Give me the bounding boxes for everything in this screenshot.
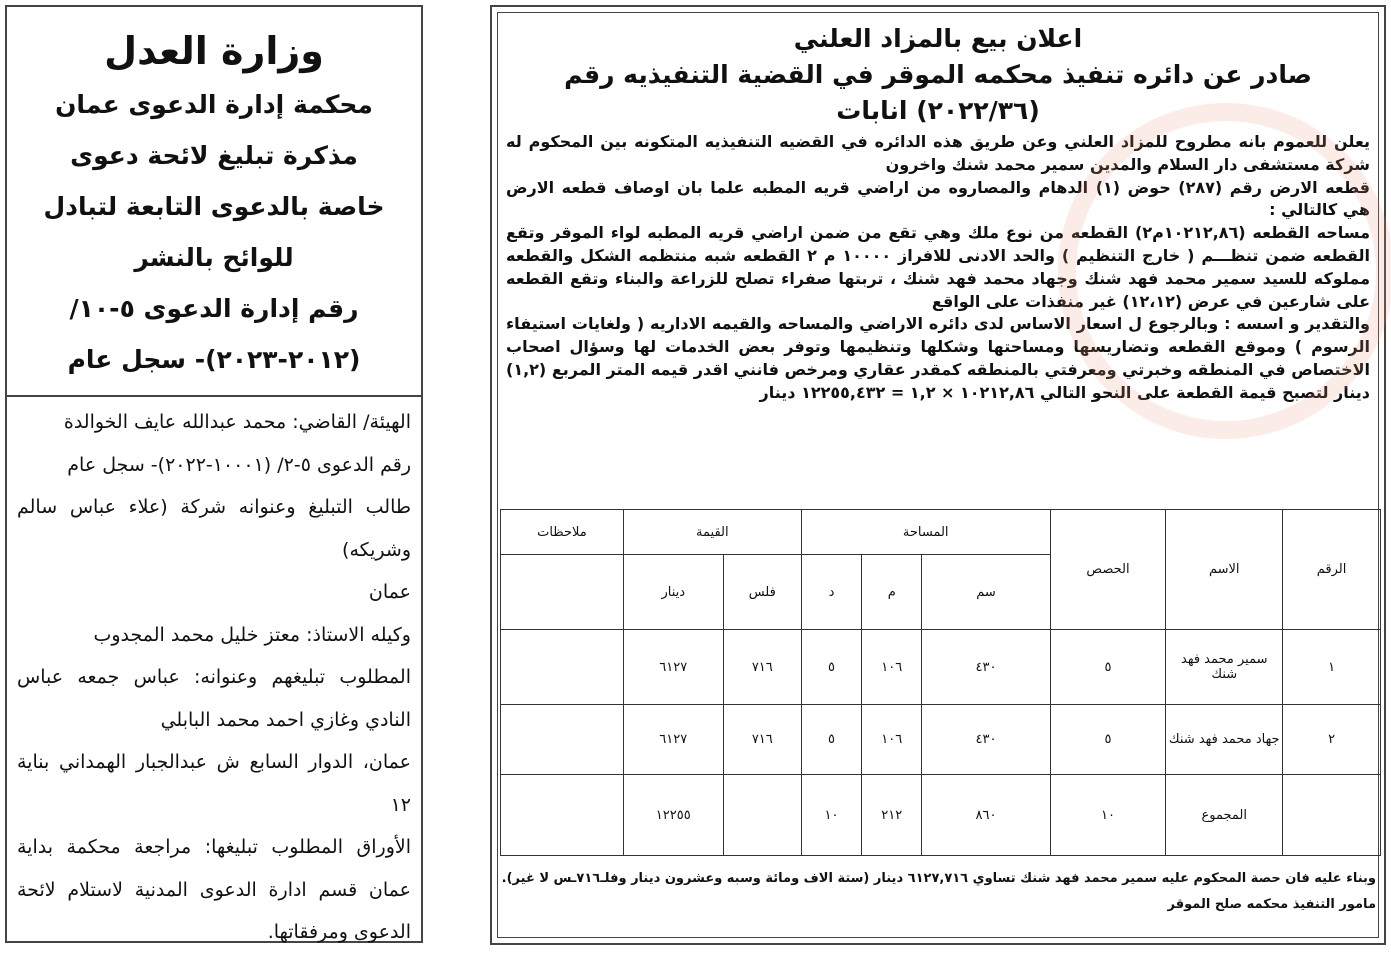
cell-sm: ٤٣٠ [922,630,1050,705]
body-line: رقم الدعوى ٥-٢/ (١٠٠٠١-٢٠٢٢)- سجل عام [67,453,411,476]
cell-num: ٢ [1283,705,1381,775]
shares-table [500,509,1381,856]
col-area: المساحة [801,510,1050,555]
cell-m: ١٠٦ [862,705,922,775]
heading-line: رقم إدارة الدعوى ٥-١٠/ [69,294,359,323]
body-line: المطلوب تبليغهم وعنوانه: عباس جمعه عباس النادي وغازي احمد محمد البابلي [17,666,411,731]
divider [7,395,421,397]
heading-line: خاصة بالدعوى التابعة لتبادل [43,192,385,221]
cell-name: سمير محمد فهد شنك [1166,630,1283,705]
body-line: طالب التبليغ وعنوانه شركة (علاء عباس سالم وشريكه) [17,496,411,561]
cell-shares: ٥ [1050,705,1166,775]
col-d: د [801,555,861,630]
cell-notes [501,630,624,705]
cell-sm: ٤٣٠ [922,705,1050,775]
table-row-total [501,775,1381,856]
cell-fils: ٧١٦ [723,705,801,775]
notice-court-memo [5,5,423,943]
heading-line: للوائح بالنشر [134,243,294,272]
notice-body [498,131,1378,405]
cell-shares: ٥ [1050,630,1166,705]
cell-notes [501,775,624,856]
table-row [501,630,1381,705]
cell-name: جهاد محمد فهد شنك [1166,705,1283,775]
heading-line: مذكرة تبليغ لائحة دعوى [70,141,358,170]
footer-line: وبناء عليه فان حصة المحكوم عليه سمير محمد فهد شنك تساوي ٦١٢٧,٧١٦ دينار (ستة الاف ومائة وسبه وعشرون دينار وفلـ٧١٦ـس لا غير). [501,871,1376,886]
col-value: القيمة [623,510,801,555]
cell-num: ١ [1283,630,1381,705]
heading-line: محكمة إدارة الدعوى عمان [55,90,373,119]
col-fils: فلس [723,555,801,630]
cell-notes [501,705,624,775]
cell-shares: ١٠ [1050,775,1166,856]
body-line: وكيله الاستاذ: معتز خليل محمد المجدوب [93,623,411,646]
col-sm: سم [922,555,1050,630]
body-line: عمان [368,581,411,603]
cell-dinar: ٦١٢٧ [623,630,723,705]
title-line: اعلان بيع بالمزاد العلني [793,24,1083,53]
cell-dinar: ٦١٢٧ [623,705,723,775]
notice-title [498,21,1378,129]
notes-cell [501,555,624,630]
table-row [501,705,1381,775]
paragraph: مساحه القطعه (١٠٢١٢,٨٦م٢) القطعه من نوع ملك وهي تقع من ضمن اراضي قريه المطبه لواء الموقر وتقع القطعه ضمن تنظـــم ( خارج التنظيم ) والحد الادنى للافراز ١٠٠٠٠ م ٢ القطعه شبه منتظمه الشكل والقطعه مملوكه للسيد سمير محمد فهد شنك وجهاد محمد فهد شنك ، تربتها صفراء تصلح للزراعة والبناء وتقع القطعه على شارعين في عرض (١٢،١٢) غير منفذات على الواقع [506,223,1371,311]
cell-d: ٥ [801,630,861,705]
col-notes: ملاحظات [501,510,624,555]
title-line: صادر عن دائره تنفيذ محكمه الموقر في القضية التنفيذيه رقم [564,60,1312,89]
col-dinar: دينار [623,555,723,630]
cell-fils [723,775,801,856]
notice-footer [502,866,1376,918]
cell-m: ١٠٦ [862,630,922,705]
cell-m: ٢١٢ [862,775,922,856]
cell-fils: ٧١٦ [723,630,801,705]
paragraph: والتقدير و اسسه : وبالرجوع ل اسعار الاساس لدى دائره الاراضي والمساحه والقيمه الاداريه ( ولغايات استيفاء الرسوم ) وموقع القطعه وتضاريسها ومساحتها وشكلها وتنظيمها وتوفر بعض الخدمات لها وسؤال اصحاب الاختصاص في المنطقه وخبرتي ومعرفتي بالمنطقه كمقدر عقاري ومرخص فانني اقدر قيمه المتر المربع (١,٢) دينار لتصبح قيمة القطعة على النحو التالي ١٠٢١٢,٨٦ × ١,٢ = ١٢٢٥٥,٤٣٢ دينار [506,314,1370,402]
col-num: الرقم [1283,510,1381,630]
cell-dinar: ١٢٢٥٥ [623,775,723,856]
auction-notice [490,5,1386,945]
paragraph: يعلن للعموم بانه مطروح للمزاد العلني وعن طريق هذه الدائره في القضيه التنفيذيه المتكونه بين المحكوم له شركة مستشفى دار السلام والمدين سمير محمد شنك واخرون [506,132,1370,174]
col-m: م [862,555,922,630]
cell-d: ١٠ [801,775,861,856]
body-line: عمان، الدوار السابع ش عبدالجبار الهمداني بناية ١٢ [17,751,411,816]
ministry-title: وزارة العدل [104,29,324,73]
body-line: الهيئة/ القاضي: محمد عبدالله عايف الخوالدة [63,411,411,433]
cell-name: المجموع [1166,775,1283,856]
cell-sm: ٨٦٠ [922,775,1050,856]
col-shares: الحصص [1050,510,1166,630]
paragraph: قطعه الارض رقم (٢٨٧) حوض (١) الدهام والمصاروه من اراضي قريه المطبه علما بان اوصاف قطعه الارض هي كالتالي : [506,177,1371,220]
cell-num [1283,775,1381,856]
body-line: الأوراق المطلوب تبليغها: مراجعة محكمة بداية عمان قسم ادارة الدعوى المدنية لاستلام لائحة الدعوى ومرفقاتها. [17,836,411,943]
signature-line: مامور التنفيذ محكمه صلح الموقر [1167,897,1376,912]
col-name: الاسم [1166,510,1283,630]
cell-d: ٥ [801,705,861,775]
heading-line: (٢٠١٢-٢٠٢٣)- سجل عام [67,345,361,374]
title-line: (٢٠٢٢/٣٦) انابات [836,96,1040,125]
